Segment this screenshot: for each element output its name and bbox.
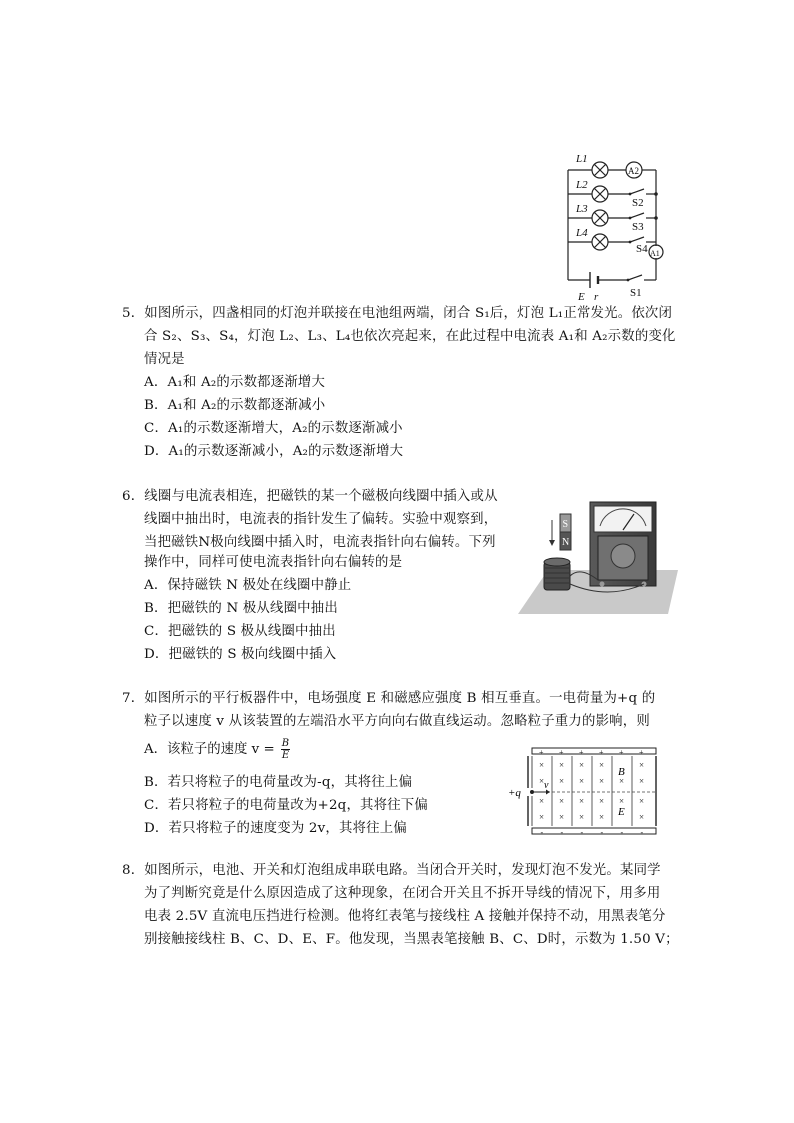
- battery-e-label: E: [578, 291, 585, 300]
- q5-stem-line-1: 5．如图所示，四盏相同的灯泡并联接在电池组两端，闭合 S₁后，灯泡 L₁正常发光。依次闭: [122, 306, 673, 321]
- fraction-denominator: E: [281, 750, 290, 761]
- magnetic-field-cross: ×: [579, 796, 585, 806]
- plate-minus-sign: -: [540, 828, 544, 837]
- q7-option-a-text: A．该粒子的速度 v =: [144, 742, 275, 757]
- q5-stem-line-3: 情况是: [144, 352, 185, 367]
- q7-stem-line-2: 粒子以速度 v 从该装置的左端沿水平方向向右做直线运动。忽略粒子重力的影响，则: [144, 714, 650, 729]
- q6-galvanometer-coil-illustration: [518, 496, 678, 618]
- q5-option-a: A．A₁和 A₂的示数都逐渐增大: [144, 375, 326, 390]
- magnetic-field-cross: ×: [579, 812, 585, 822]
- magnetic-field-cross: ×: [599, 760, 605, 770]
- magnetic-field-cross: ×: [539, 796, 545, 806]
- magnetic-field-cross: ×: [639, 812, 645, 822]
- velocity-v-label: v: [544, 780, 549, 791]
- magnetic-field-cross: ×: [559, 796, 565, 806]
- magnetic-field-cross: ×: [639, 760, 645, 770]
- lamp-l1-label: L1: [576, 153, 588, 165]
- q6-option-c: C．把磁铁的 S 极从线圈中抽出: [144, 624, 336, 639]
- magnetic-field-cross: ×: [639, 796, 645, 806]
- plate-plus-sign: +: [619, 748, 624, 757]
- q6-option-d: D．把磁铁的 S 极向线圈中插入: [144, 647, 337, 662]
- plate-minus-sign: -: [640, 828, 644, 837]
- field-b-label: B: [618, 766, 625, 778]
- switch-s3-label: S3: [632, 221, 644, 233]
- fraction-numerator: B: [281, 738, 290, 749]
- plate-minus-sign: -: [560, 828, 564, 837]
- charge-q-label: +q: [508, 787, 521, 799]
- q7-option-b: B．若只将粒子的电荷量改为-q，其将往上偏: [144, 775, 413, 790]
- q5-option-d: D．A₁的示数逐渐减小，A₂的示数逐渐增大: [144, 444, 404, 459]
- field-e-label: E: [618, 806, 625, 818]
- magnetic-field-cross: ×: [619, 776, 625, 786]
- plate-plus-sign: +: [639, 748, 644, 757]
- plate-plus-sign: +: [559, 748, 564, 757]
- q5-circuit-diagram: [560, 148, 680, 300]
- velocity-fraction: [281, 738, 290, 761]
- battery-r-label: r: [594, 291, 599, 300]
- ammeter-a2-label: A2: [628, 166, 639, 176]
- q5-option-c: C．A₁的示数逐渐增大，A₂的示数逐渐减小: [144, 421, 403, 436]
- magnetic-field-cross: ×: [639, 776, 645, 786]
- q6-option-a: A．保持磁铁 N 极处在线圈中静止: [144, 578, 352, 593]
- magnetic-field-cross: ×: [619, 796, 625, 806]
- q6-stem-line-3: 当把磁铁N极向线圈中插入时，电流表指针向右偏转。下列: [144, 535, 496, 550]
- magnetic-field-cross: ×: [539, 760, 545, 770]
- lamp-l3-label: L3: [576, 203, 588, 215]
- magnet-n-label: N: [562, 537, 570, 548]
- plate-minus-sign: -: [600, 828, 604, 837]
- magnetic-field-cross: ×: [559, 776, 565, 786]
- q7-option-d: D．若只将粒子的速度变为 2v，其将往上偏: [144, 821, 407, 836]
- q5-option-b: B．A₁和 A₂的示数都逐渐减小: [144, 398, 326, 413]
- plate-minus-sign: -: [620, 828, 624, 837]
- plate-minus-sign: -: [580, 828, 584, 837]
- lamp-l2-label: L2: [576, 179, 588, 191]
- ammeter-a1-label: A1: [650, 249, 660, 258]
- q7-stem-line-1: 7．如图所示的平行板器件中，电场强度 E 和磁感应强度 B 相互垂直。一电荷量为+q 的: [122, 691, 656, 706]
- q5-stem-line-2: 合 S₂、S₃、S₄，灯泡 L₂、L₃、L₄也依次亮起来，在此过程中电流表 A₁和 A₂示数的变化: [144, 329, 676, 344]
- q7-option-a: [144, 737, 290, 763]
- q6-stem-line-4: 操作中，同样可使电流表指针向右偏转的是: [144, 555, 403, 570]
- switch-s1-label: S1: [630, 287, 642, 299]
- magnetic-field-cross: ×: [599, 776, 605, 786]
- lamp-l4-label: L4: [576, 227, 588, 239]
- switch-s2-label: S2: [632, 197, 644, 209]
- q8-stem-line-4: 别接触接线柱 B、C、D、E、F。他发现，当黑表笔接触 B、C、D时，示数为 1.50 V；: [144, 932, 679, 947]
- plate-plus-sign: +: [539, 748, 544, 757]
- q7-option-c: C．若只将粒子的电荷量改为+2q，其将往下偏: [144, 798, 428, 813]
- magnetic-field-cross: ×: [579, 776, 585, 786]
- magnetic-field-cross: ×: [599, 812, 605, 822]
- magnetic-field-cross: ×: [579, 760, 585, 770]
- switch-s4-label: S4: [636, 243, 648, 255]
- q6-stem-line-1: 6．线圈与电流表相连，把磁铁的某一个磁极向线圈中插入或从: [122, 489, 498, 504]
- magnetic-field-cross: ×: [539, 776, 545, 786]
- q8-stem-line-2: 为了判断究竟是什么原因造成了这种现象，在闭合开关且不拆开导线的情况下，用多用: [144, 886, 661, 901]
- magnetic-field-cross: ×: [539, 812, 545, 822]
- magnetic-field-cross: ×: [599, 796, 605, 806]
- magnet-s-label: S: [562, 519, 569, 530]
- q6-option-b: B．把磁铁的 N 极从线圈中抽出: [144, 601, 338, 616]
- q8-stem-line-3: 电表 2.5V 直流电压挡进行检测。他将红表笔与接线柱 A 接触并保持不动，用黑表笔分: [144, 909, 666, 924]
- q7-parallel-plate-diagram: [506, 744, 662, 840]
- plate-plus-sign: +: [579, 748, 584, 757]
- q6-stem-line-2: 线圈中抽出时，电流表的指针发生了偏转。实验中观察到，: [144, 512, 498, 527]
- magnetic-field-cross: ×: [559, 812, 565, 822]
- q8-stem-line-1: 8．如图所示，电池、开关和灯泡组成串联电路。当闭合开关时，发现灯泡不发光。某同学: [122, 863, 661, 878]
- magnetic-field-cross: ×: [559, 760, 565, 770]
- plate-plus-sign: +: [599, 748, 604, 757]
